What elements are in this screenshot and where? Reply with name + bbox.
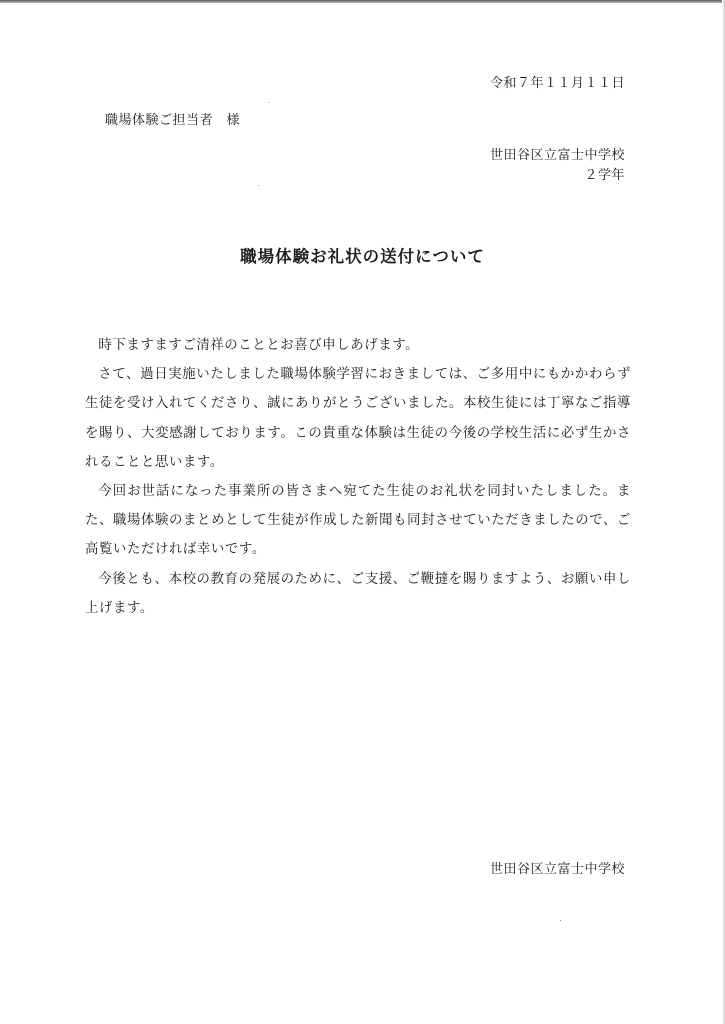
paragraph-greeting: 時下ますますご清祥のこととお喜び申しあげます。 (98, 338, 420, 353)
letter-body (85, 331, 631, 623)
sender-block (490, 146, 625, 186)
paragraph-closing: 今後とも、本校の教育の発展のために、ご支援、ご鞭撻を賜りますよう、お願い申し上げます。 (85, 571, 631, 616)
letter-date: 令和７年１１月１１日 (489, 76, 625, 91)
paragraph-thanks: さて、過日実施いたしました職場体験学習におきましては、ご多用中にもかかわらず生徒を受け入れてくださり、誠にありがとうございました。本校生徒には丁寧なご指導を賜り、大変感謝しております。この貴重な体験は生徒の今後の学校生活に必ず生かされることと思います。 (85, 367, 631, 470)
recipient: 職場体験ご担当者 様 (105, 113, 241, 128)
scan-edge-top (0, 0, 725, 3)
sender-school: 世田谷区立富士中学校 (489, 148, 625, 163)
scan-speck (268, 102, 269, 103)
closing-signature: 世田谷区立富士中学校 (489, 862, 625, 877)
scan-speck (560, 920, 561, 921)
paragraph-enclosure: 今回お世話になった事業所の皆さまへ宛てた生徒のお礼状を同封いたしました。また、職場体験のまとめとして生徒が作成した新聞も同封させていただきましたので、ご高覧いただければ幸いです。 (85, 484, 631, 558)
letter-title: 職場体験お礼状の送付について (240, 247, 485, 266)
sender-grade: ２学年 (584, 168, 625, 183)
scan-speck (258, 185, 259, 186)
